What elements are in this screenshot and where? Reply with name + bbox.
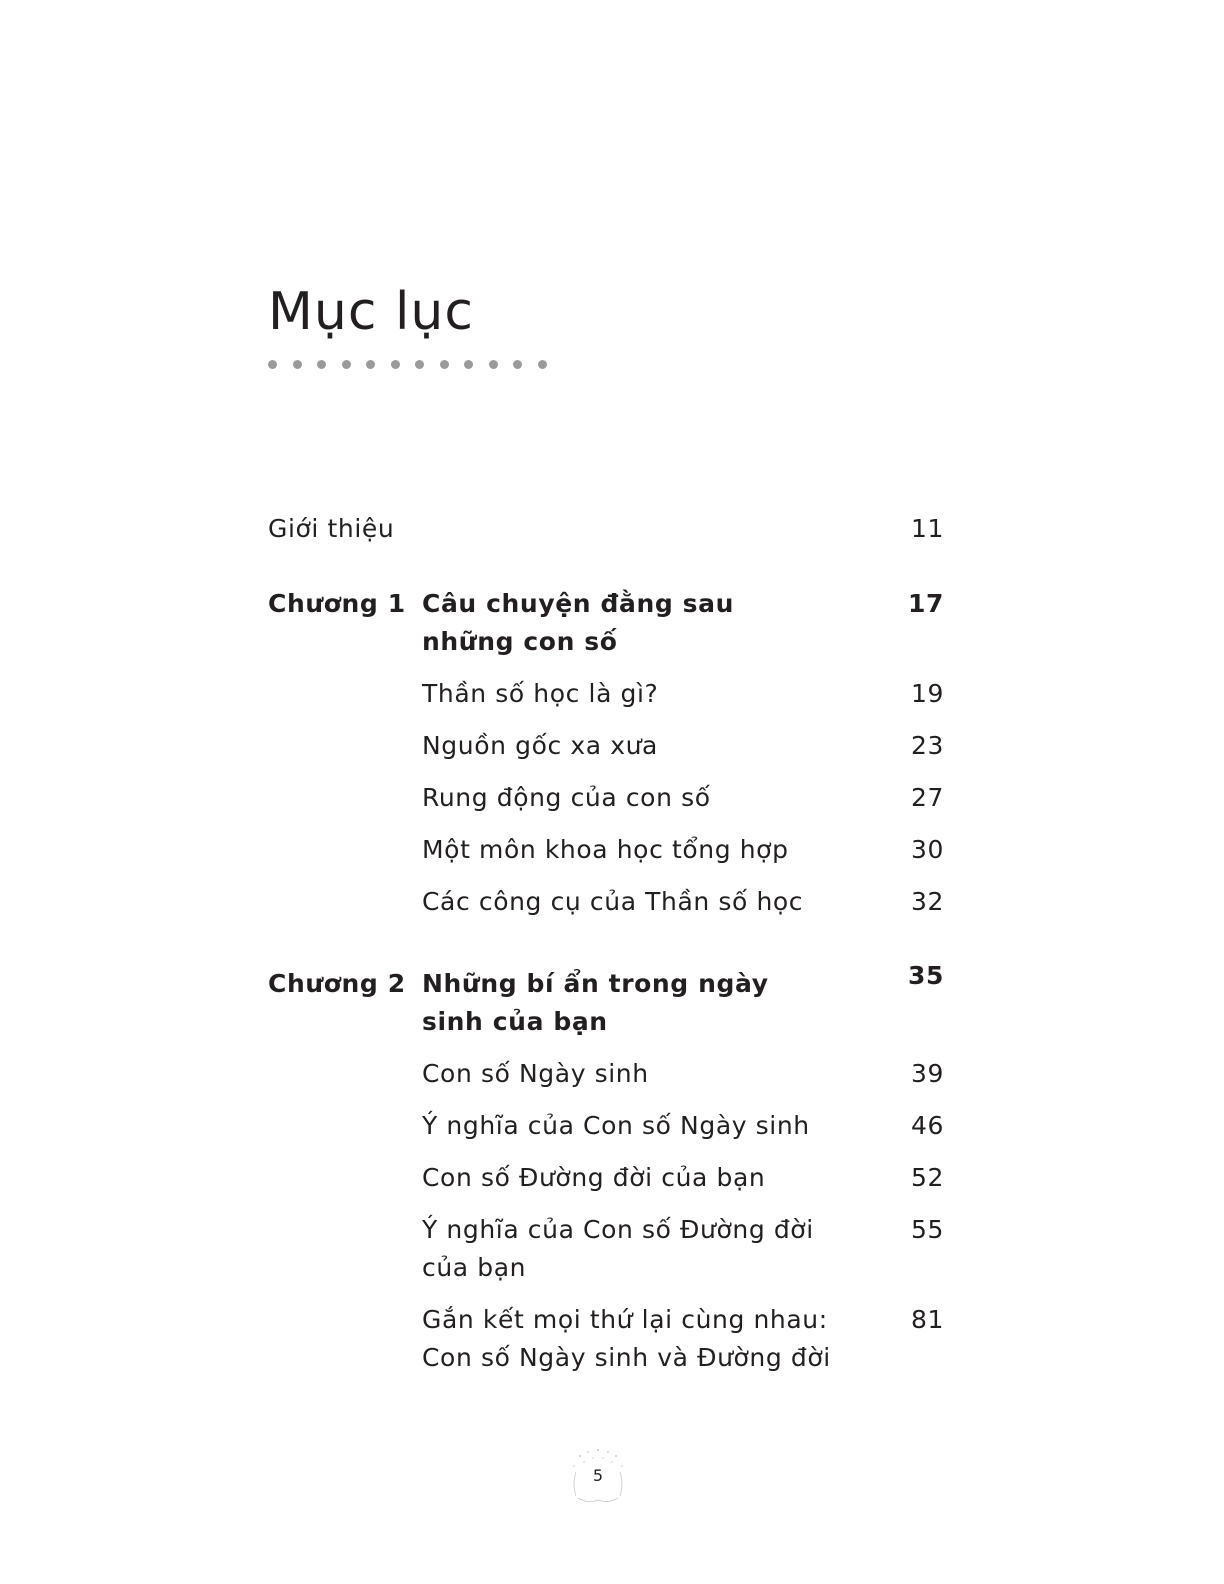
toc-page-number: 27 bbox=[910, 783, 944, 812]
toc-entry-title: Gắn kết mọi thứ lại cùng nhau: Con số Ngày sinh và Đường đời bbox=[422, 1305, 831, 1372]
toc-entry-title: Nguồn gốc xa xưa bbox=[422, 731, 658, 760]
toc-page-number: 81 bbox=[910, 1305, 944, 1334]
toc-entry-title: Thần số học là gì? bbox=[422, 679, 659, 708]
toc-entry-title: Con số Ngày sinh bbox=[422, 1059, 649, 1088]
toc-entry-title: Một môn khoa học tổng hợp bbox=[422, 835, 789, 864]
toc-entry-title: Các công cụ của Thần số học bbox=[422, 887, 804, 916]
toc-page-number: 11 bbox=[910, 514, 944, 543]
page-title: Mục lục bbox=[268, 282, 474, 342]
title-dot-divider bbox=[268, 360, 548, 370]
toc-entry-label: Giới thiệu bbox=[268, 514, 395, 543]
toc-page-number: 23 bbox=[910, 731, 944, 760]
toc-page-number: 32 bbox=[910, 887, 944, 916]
toc-entry-title: Ý nghĩa của Con số Đường đời của bạn bbox=[422, 1215, 814, 1282]
toc-entry-title: Con số Đường đời của bạn bbox=[422, 1163, 766, 1192]
toc-chapter-label: Chương 1 bbox=[268, 589, 406, 618]
toc-chapter-title: Câu chuyện đằng sau những con số bbox=[422, 589, 734, 656]
toc-page-number: 46 bbox=[910, 1111, 944, 1140]
toc-page-number: 19 bbox=[910, 679, 944, 708]
toc-page-number: 39 bbox=[910, 1059, 944, 1088]
toc-entry-title: Ý nghĩa của Con số Ngày sinh bbox=[422, 1111, 810, 1140]
toc-page-number: 35 bbox=[908, 961, 944, 990]
toc-chapter-label: Chương 2 bbox=[268, 969, 406, 998]
toc-entry-title: Rung động của con số bbox=[422, 783, 711, 812]
toc-page-number: 30 bbox=[910, 835, 944, 864]
toc-page-number: 17 bbox=[908, 589, 944, 618]
toc-chapter-title: Những bí ẩn trong ngày sinh của bạn bbox=[422, 969, 769, 1036]
toc-page-number: 55 bbox=[910, 1215, 944, 1244]
page-number: 5 bbox=[592, 1466, 604, 1485]
toc-page-number: 52 bbox=[910, 1163, 944, 1192]
